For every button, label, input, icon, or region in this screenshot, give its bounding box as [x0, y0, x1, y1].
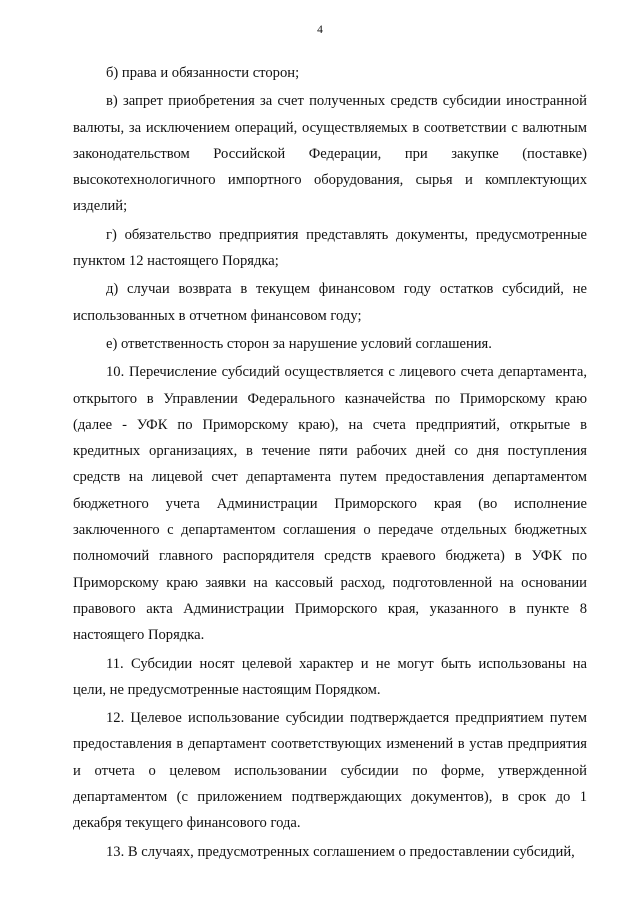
paragraph-13: 13. В случаях, предусмотренных соглашением о предоставлении субсидий, [106, 843, 575, 860]
paragraph-d: д) случаи возврата в текущем финансовом году остатков субсидий, не использованных в отчетном финансовом году; [73, 281, 587, 324]
paragraph-e: е) ответственность сторон за нарушение условий соглашения. [106, 335, 492, 352]
paragraph-12: 12. Целевое использование субсидии подтверждается предприятием путем предоставления в департамент соответствующих изменений в устав предприятия и отчета о целевом использовании субсидии по форме, утвержденной департаментом (с приложением подтверждающих документов), в срок до 1 декабря текущего финансового года. [73, 710, 587, 832]
paragraph-10: 10. Перечисление субсидий осуществляется с лицевого счета департамента, открытого в Управлении Федерального казначейства по Приморскому краю (далее - УФК по Приморскому краю), на счета предприятий, открытые в кредитных организациях, в течение пяти рабочих дней со дня поступления средств на лицевой счет департамента путем предоставления департаментом бюджетного учета Администрации Приморского края (во исполнение заключенного с департаментом соглашения о передаче отдельных бюджетных полномочий главного распорядителя средств краевого бюджета) в УФК по Приморскому краю заявки на кассовый расход, подготовленной на основании правового акта Администрации Приморского края, указанного в пункте 8 настоящего Порядка. [73, 364, 587, 644]
document-body [73, 60, 587, 865]
paragraph-g: г) обязательство предприятия представлять документы, предусмотренные пунктом 12 настоящего Порядка; [73, 226, 587, 270]
paragraph-11: 11. Субсидии носят целевой характер и не могут быть использованы на цели, не предусмотренные настоящим Порядком. [73, 655, 587, 698]
page-number: 4 [317, 24, 323, 36]
paragraph-v: в) запрет приобретения за счет полученных средств субсидии иностранной валюты, за исключением операций, осуществляемых в соответствии с валютным законодательством Российской Федерации, при закупке (поставке) высокотехнологичного импортного оборудования, сырья и комплектующих изделий; [73, 93, 587, 215]
paragraph-b: б) права и обязанности сторон; [106, 65, 300, 81]
